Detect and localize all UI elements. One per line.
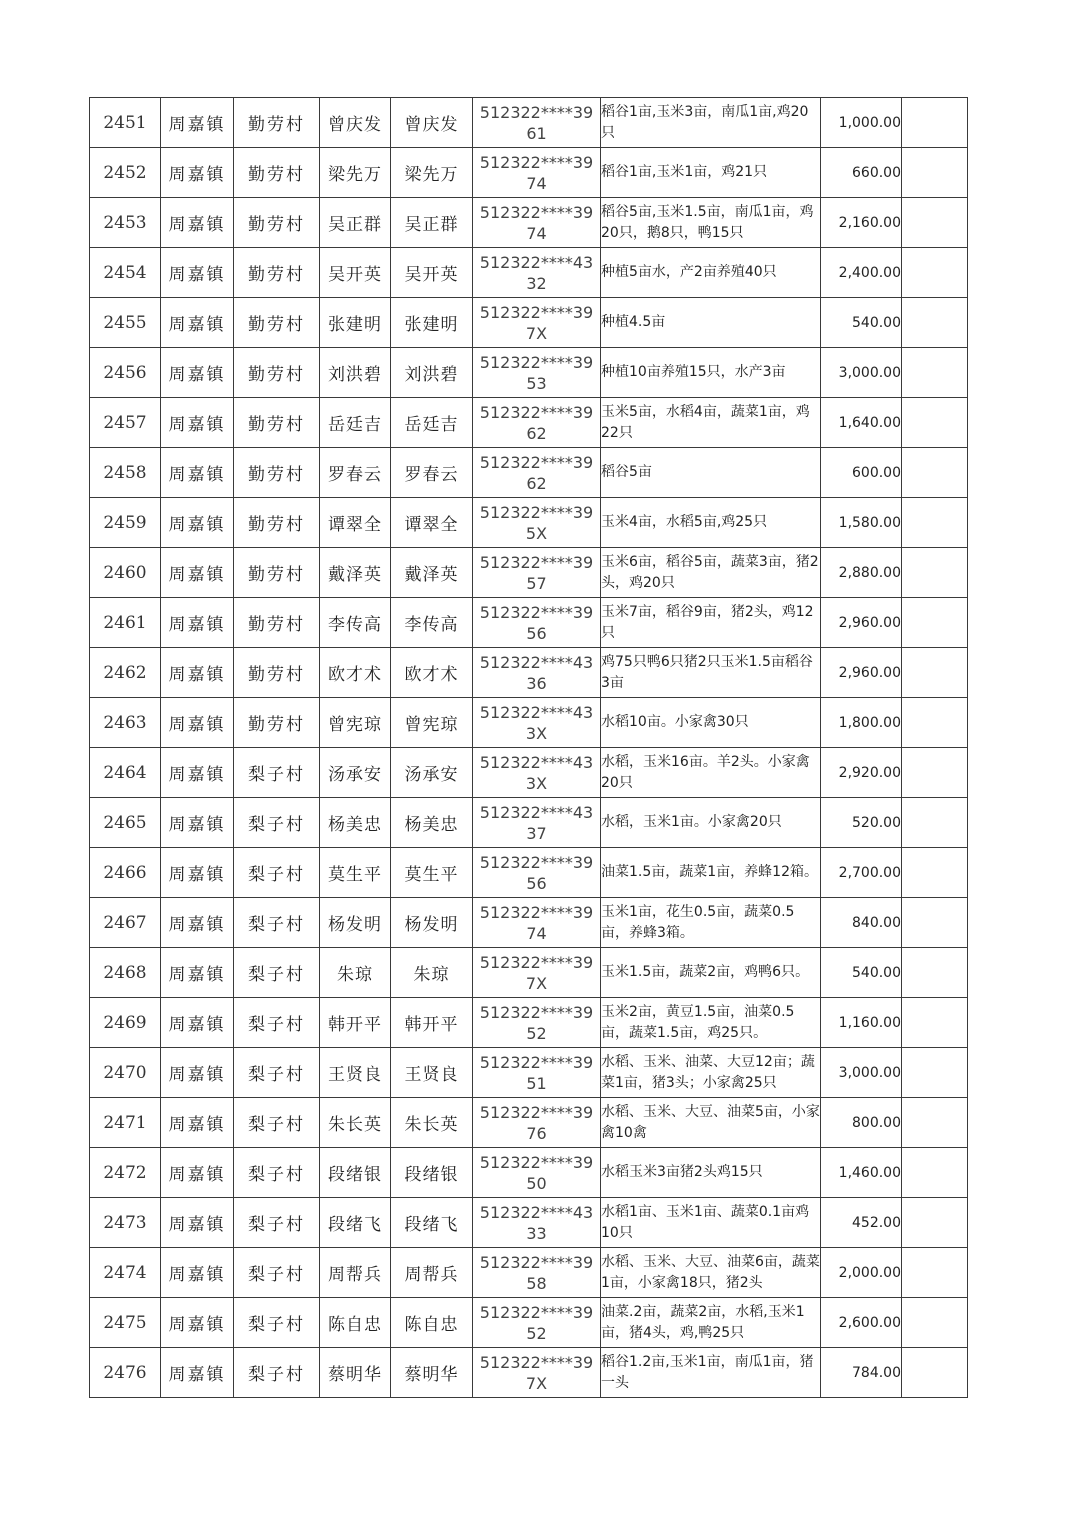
- id-number-text: 512322****4337: [479, 802, 594, 843]
- town-cell: 周嘉镇: [161, 1348, 234, 1398]
- payee-cell: 朱琼: [391, 948, 473, 998]
- description-cell: 水稻玉米3亩猪2头鸡15只: [601, 1148, 821, 1198]
- description-cell: 水稻、玉米、大豆、油菜6亩，蔬菜1亩，小家禽18只，猪2头: [601, 1248, 821, 1298]
- description-cell: 稻谷5亩,玉米1.5亩，南瓜1亩，鸡20只，鹅8只，鸭15只: [601, 198, 821, 248]
- table-row: [90, 648, 968, 698]
- description-cell: 种植10亩养殖15只，水产3亩: [601, 348, 821, 398]
- remark-cell: [902, 1198, 968, 1248]
- amount-cell: 3,000.00: [821, 348, 902, 398]
- town-cell: 周嘉镇: [161, 348, 234, 398]
- name-cell: 刘洪碧: [320, 348, 391, 398]
- id-number-text: 512322****3962: [479, 402, 594, 443]
- remark-cell: [902, 1298, 968, 1348]
- town-cell: 周嘉镇: [161, 798, 234, 848]
- id-number-cell: [473, 1198, 601, 1248]
- name-cell: 朱长英: [320, 1098, 391, 1148]
- amount-cell: 660.00: [821, 148, 902, 198]
- payee-cell: 杨美忠: [391, 798, 473, 848]
- row-number: 2452: [90, 148, 161, 198]
- row-number: 2455: [90, 298, 161, 348]
- id-number-text: 512322****3952: [479, 1302, 594, 1343]
- id-number-cell: [473, 998, 601, 1048]
- amount-cell: 1,800.00: [821, 698, 902, 748]
- village-cell: 梨子村: [234, 1148, 320, 1198]
- id-number-cell: [473, 1148, 601, 1198]
- table-row: [90, 598, 968, 648]
- table-row: [90, 848, 968, 898]
- table-row: [90, 1298, 968, 1348]
- town-cell: 周嘉镇: [161, 548, 234, 598]
- village-cell: 勤劳村: [234, 598, 320, 648]
- id-number-cell: [473, 448, 601, 498]
- amount-cell: 2,920.00: [821, 748, 902, 798]
- name-cell: 杨发明: [320, 898, 391, 948]
- payee-cell: 杨发明: [391, 898, 473, 948]
- remark-cell: [902, 698, 968, 748]
- row-number: 2466: [90, 848, 161, 898]
- remark-cell: [902, 748, 968, 798]
- amount-cell: 2,000.00: [821, 1248, 902, 1298]
- id-number-cell: [473, 1248, 601, 1298]
- id-number-text: 512322****3976: [479, 1102, 594, 1143]
- village-cell: 梨子村: [234, 1198, 320, 1248]
- payee-cell: 梁先万: [391, 148, 473, 198]
- table-row: [90, 698, 968, 748]
- town-cell: 周嘉镇: [161, 248, 234, 298]
- payee-cell: 陈自忠: [391, 1298, 473, 1348]
- name-cell: 王贤良: [320, 1048, 391, 1098]
- id-number-cell: [473, 1348, 601, 1398]
- town-cell: 周嘉镇: [161, 848, 234, 898]
- id-number-text: 512322****3974: [479, 152, 594, 193]
- remark-cell: [902, 648, 968, 698]
- id-number-cell: [473, 698, 601, 748]
- remark-cell: [902, 548, 968, 598]
- description-cell: 稻谷1.2亩,玉米1亩，南瓜1亩，猪一头: [601, 1348, 821, 1398]
- payee-cell: 戴泽英: [391, 548, 473, 598]
- amount-cell: 2,160.00: [821, 198, 902, 248]
- payee-cell: 岳廷吉: [391, 398, 473, 448]
- id-number-cell: [473, 498, 601, 548]
- town-cell: 周嘉镇: [161, 1048, 234, 1098]
- id-number-cell: [473, 748, 601, 798]
- amount-cell: 1,460.00: [821, 1148, 902, 1198]
- id-number-text: 512322****433X: [479, 702, 594, 743]
- amount-cell: 1,640.00: [821, 398, 902, 448]
- amount-cell: 2,400.00: [821, 248, 902, 298]
- amount-cell: 540.00: [821, 948, 902, 998]
- description-cell: 玉米2亩，黄豆1.5亩，油菜0.5亩，蔬菜1.5亩，鸡25只。: [601, 998, 821, 1048]
- name-cell: 杨美忠: [320, 798, 391, 848]
- id-number-text: 512322****4336: [479, 652, 594, 693]
- description-cell: 油菜1.5亩，蔬菜1亩，养蜂12箱。: [601, 848, 821, 898]
- remark-cell: [902, 898, 968, 948]
- table-row: [90, 1248, 968, 1298]
- id-number-cell: [473, 348, 601, 398]
- table-row: [90, 798, 968, 848]
- town-cell: 周嘉镇: [161, 1248, 234, 1298]
- amount-cell: 1,160.00: [821, 998, 902, 1048]
- town-cell: 周嘉镇: [161, 1098, 234, 1148]
- village-cell: 梨子村: [234, 1298, 320, 1348]
- payee-cell: 曾宪琼: [391, 698, 473, 748]
- description-cell: 种植5亩水，产2亩养殖40只: [601, 248, 821, 298]
- town-cell: 周嘉镇: [161, 298, 234, 348]
- payee-cell: 汤承安: [391, 748, 473, 798]
- town-cell: 周嘉镇: [161, 98, 234, 148]
- description-cell: 水稻、玉米、油菜、大豆12亩；蔬菜1亩，猪3头；小家禽25只: [601, 1048, 821, 1098]
- id-number-text: 512322****4332: [479, 252, 594, 293]
- payee-cell: 李传高: [391, 598, 473, 648]
- village-cell: 梨子村: [234, 1098, 320, 1148]
- name-cell: 段绪银: [320, 1148, 391, 1198]
- row-number: 2474: [90, 1248, 161, 1298]
- name-cell: 吴开英: [320, 248, 391, 298]
- id-number-text: 512322****397X: [479, 302, 594, 343]
- remark-cell: [902, 998, 968, 1048]
- town-cell: 周嘉镇: [161, 1148, 234, 1198]
- name-cell: 梁先万: [320, 148, 391, 198]
- id-number-cell: [473, 398, 601, 448]
- name-cell: 周帮兵: [320, 1248, 391, 1298]
- town-cell: 周嘉镇: [161, 448, 234, 498]
- id-number-text: 512322****3974: [479, 902, 594, 943]
- remark-cell: [902, 1248, 968, 1298]
- remark-cell: [902, 198, 968, 248]
- row-number: 2471: [90, 1098, 161, 1148]
- table-row: [90, 1198, 968, 1248]
- amount-cell: 600.00: [821, 448, 902, 498]
- row-number: 2470: [90, 1048, 161, 1098]
- id-number-text: 512322****3958: [479, 1252, 594, 1293]
- name-cell: 李传高: [320, 598, 391, 648]
- remark-cell: [902, 348, 968, 398]
- remark-cell: [902, 1348, 968, 1398]
- description-cell: 稻谷1亩,玉米3亩，南瓜1亩,鸡20只: [601, 98, 821, 148]
- id-number-cell: [473, 1298, 601, 1348]
- payee-cell: 王贤良: [391, 1048, 473, 1098]
- id-number-cell: [473, 248, 601, 298]
- name-cell: 汤承安: [320, 748, 391, 798]
- description-cell: 水稻，玉米1亩。小家禽20只: [601, 798, 821, 848]
- id-number-text: 512322****397X: [479, 1352, 594, 1393]
- amount-cell: 2,600.00: [821, 1298, 902, 1348]
- row-number: 2457: [90, 398, 161, 448]
- payee-cell: 韩开平: [391, 998, 473, 1048]
- row-number: 2459: [90, 498, 161, 548]
- remark-cell: [902, 798, 968, 848]
- town-cell: 周嘉镇: [161, 498, 234, 548]
- description-cell: 玉米1亩，花生0.5亩，蔬菜0.5亩，养蜂3箱。: [601, 898, 821, 948]
- id-number-text: 512322****3961: [479, 102, 594, 143]
- table-row: [90, 348, 968, 398]
- id-number-cell: [473, 898, 601, 948]
- payee-cell: 朱长英: [391, 1098, 473, 1148]
- payee-cell: 张建明: [391, 298, 473, 348]
- remark-cell: [902, 98, 968, 148]
- amount-cell: 800.00: [821, 1098, 902, 1148]
- row-number: 2475: [90, 1298, 161, 1348]
- town-cell: 周嘉镇: [161, 898, 234, 948]
- id-number-text: 512322****4333: [479, 1202, 594, 1243]
- town-cell: 周嘉镇: [161, 198, 234, 248]
- row-number: 2472: [90, 1148, 161, 1198]
- name-cell: 罗春云: [320, 448, 391, 498]
- row-number: 2473: [90, 1198, 161, 1248]
- town-cell: 周嘉镇: [161, 1298, 234, 1348]
- table-row: [90, 1098, 968, 1148]
- village-cell: 勤劳村: [234, 398, 320, 448]
- name-cell: 谭翠全: [320, 498, 391, 548]
- payee-cell: 吴开英: [391, 248, 473, 298]
- payee-cell: 曾庆发: [391, 98, 473, 148]
- payee-cell: 刘洪碧: [391, 348, 473, 398]
- name-cell: 张建明: [320, 298, 391, 348]
- payee-cell: 蔡明华: [391, 1348, 473, 1398]
- description-cell: 水稻10亩。小家禽30只: [601, 698, 821, 748]
- town-cell: 周嘉镇: [161, 948, 234, 998]
- amount-cell: 2,880.00: [821, 548, 902, 598]
- id-number-cell: [473, 198, 601, 248]
- id-number-cell: [473, 648, 601, 698]
- name-cell: 曾宪琼: [320, 698, 391, 748]
- description-cell: 稻谷5亩: [601, 448, 821, 498]
- table-row: [90, 498, 968, 548]
- id-number-text: 512322****3952: [479, 1002, 594, 1043]
- amount-cell: 2,700.00: [821, 848, 902, 898]
- row-number: 2451: [90, 98, 161, 148]
- town-cell: 周嘉镇: [161, 648, 234, 698]
- description-cell: 水稻、玉米、大豆、油菜5亩，小家禽10禽: [601, 1098, 821, 1148]
- table-row: [90, 398, 968, 448]
- remark-cell: [902, 398, 968, 448]
- remark-cell: [902, 598, 968, 648]
- name-cell: 陈自忠: [320, 1298, 391, 1348]
- village-cell: 梨子村: [234, 898, 320, 948]
- id-number-cell: [473, 298, 601, 348]
- town-cell: 周嘉镇: [161, 598, 234, 648]
- id-number-text: 512322****395X: [479, 502, 594, 543]
- description-cell: 玉米4亩，水稻5亩,鸡25只: [601, 498, 821, 548]
- amount-cell: 1,000.00: [821, 98, 902, 148]
- amount-cell: 3,000.00: [821, 1048, 902, 1098]
- table-row: [90, 448, 968, 498]
- table-row: [90, 948, 968, 998]
- amount-cell: 520.00: [821, 798, 902, 848]
- id-number-text: 512322****3956: [479, 602, 594, 643]
- payee-cell: 周帮兵: [391, 1248, 473, 1298]
- description-cell: 玉米6亩，稻谷5亩，蔬菜3亩，猪2头，鸡20只: [601, 548, 821, 598]
- town-cell: 周嘉镇: [161, 1198, 234, 1248]
- row-number: 2453: [90, 198, 161, 248]
- table-row: [90, 1148, 968, 1198]
- row-number: 2469: [90, 998, 161, 1048]
- name-cell: 段绪飞: [320, 1198, 391, 1248]
- name-cell: 戴泽英: [320, 548, 391, 598]
- payee-cell: 段绪银: [391, 1148, 473, 1198]
- id-number-text: 512322****3956: [479, 852, 594, 893]
- description-cell: 鸡75只鸭6只猪2只玉米1.5亩稻谷3亩: [601, 648, 821, 698]
- town-cell: 周嘉镇: [161, 748, 234, 798]
- row-number: 2461: [90, 598, 161, 648]
- village-cell: 梨子村: [234, 1348, 320, 1398]
- description-cell: 种植4.5亩: [601, 298, 821, 348]
- description-cell: 玉米7亩，稻谷9亩，猪2头，鸡12只: [601, 598, 821, 648]
- village-cell: 勤劳村: [234, 148, 320, 198]
- table-body: [90, 98, 968, 1398]
- table-row: [90, 548, 968, 598]
- remark-cell: [902, 948, 968, 998]
- remark-cell: [902, 148, 968, 198]
- village-cell: 梨子村: [234, 1048, 320, 1098]
- village-cell: 梨子村: [234, 998, 320, 1048]
- amount-cell: 784.00: [821, 1348, 902, 1398]
- row-number: 2456: [90, 348, 161, 398]
- row-number: 2476: [90, 1348, 161, 1398]
- id-number-cell: [473, 798, 601, 848]
- id-number-cell: [473, 598, 601, 648]
- village-cell: 勤劳村: [234, 98, 320, 148]
- id-number-cell: [473, 1098, 601, 1148]
- id-number-text: 512322****397X: [479, 952, 594, 993]
- table-row: [90, 748, 968, 798]
- name-cell: 韩开平: [320, 998, 391, 1048]
- payee-cell: 莫生平: [391, 848, 473, 898]
- description-cell: 油菜.2亩，蔬菜2亩，水稻,玉米1亩，猪4头，鸡,鸭25只: [601, 1298, 821, 1348]
- village-cell: 勤劳村: [234, 648, 320, 698]
- amount-cell: 840.00: [821, 898, 902, 948]
- table-row: [90, 998, 968, 1048]
- description-cell: 水稻1亩、玉米1亩、蔬菜0.1亩鸡10只: [601, 1198, 821, 1248]
- payee-cell: 谭翠全: [391, 498, 473, 548]
- row-number: 2464: [90, 748, 161, 798]
- village-cell: 勤劳村: [234, 498, 320, 548]
- payee-cell: 罗春云: [391, 448, 473, 498]
- table-row: [90, 148, 968, 198]
- row-number: 2458: [90, 448, 161, 498]
- remark-cell: [902, 1148, 968, 1198]
- description-cell: 水稻，玉米16亩。羊2头。小家禽20只: [601, 748, 821, 798]
- payee-cell: 吴正群: [391, 198, 473, 248]
- remark-cell: [902, 498, 968, 548]
- village-cell: 勤劳村: [234, 248, 320, 298]
- town-cell: 周嘉镇: [161, 398, 234, 448]
- remark-cell: [902, 1048, 968, 1098]
- description-cell: 玉米5亩，水稻4亩，蔬菜1亩，鸡22只: [601, 398, 821, 448]
- amount-cell: 1,580.00: [821, 498, 902, 548]
- village-cell: 梨子村: [234, 748, 320, 798]
- remark-cell: [902, 248, 968, 298]
- village-cell: 勤劳村: [234, 698, 320, 748]
- name-cell: 莫生平: [320, 848, 391, 898]
- remark-cell: [902, 298, 968, 348]
- name-cell: 岳廷吉: [320, 398, 391, 448]
- amount-cell: 452.00: [821, 1198, 902, 1248]
- village-cell: 勤劳村: [234, 198, 320, 248]
- row-number: 2465: [90, 798, 161, 848]
- town-cell: 周嘉镇: [161, 698, 234, 748]
- village-cell: 梨子村: [234, 798, 320, 848]
- id-number-text: 512322****433X: [479, 752, 594, 793]
- description-cell: 稻谷1亩,玉米1亩，鸡21只: [601, 148, 821, 198]
- village-cell: 梨子村: [234, 948, 320, 998]
- village-cell: 勤劳村: [234, 298, 320, 348]
- name-cell: 蔡明华: [320, 1348, 391, 1398]
- amount-cell: 2,960.00: [821, 648, 902, 698]
- remark-cell: [902, 1098, 968, 1148]
- row-number: 2460: [90, 548, 161, 598]
- row-number: 2467: [90, 898, 161, 948]
- id-number-text: 512322****3953: [479, 352, 594, 393]
- description-cell: 玉米1.5亩，蔬菜2亩，鸡鸭6只。: [601, 948, 821, 998]
- village-cell: 勤劳村: [234, 348, 320, 398]
- name-cell: 欧才术: [320, 648, 391, 698]
- table-row: [90, 298, 968, 348]
- table-row: [90, 248, 968, 298]
- amount-cell: 2,960.00: [821, 598, 902, 648]
- id-number-cell: [473, 848, 601, 898]
- id-number-text: 512322****3962: [479, 452, 594, 493]
- id-number-text: 512322****3957: [479, 552, 594, 593]
- name-cell: 曾庆发: [320, 98, 391, 148]
- row-number: 2454: [90, 248, 161, 298]
- village-cell: 勤劳村: [234, 448, 320, 498]
- subsidy-table: [89, 97, 968, 1398]
- id-number-cell: [473, 948, 601, 998]
- row-number: 2463: [90, 698, 161, 748]
- table-row: [90, 1348, 968, 1398]
- table-row: [90, 98, 968, 148]
- town-cell: 周嘉镇: [161, 998, 234, 1048]
- id-number-cell: [473, 548, 601, 598]
- name-cell: 朱琼: [320, 948, 391, 998]
- table-row: [90, 198, 968, 248]
- payee-cell: 段绪飞: [391, 1198, 473, 1248]
- remark-cell: [902, 448, 968, 498]
- id-number-cell: [473, 148, 601, 198]
- row-number: 2468: [90, 948, 161, 998]
- village-cell: 梨子村: [234, 1248, 320, 1298]
- id-number-cell: [473, 98, 601, 148]
- village-cell: 勤劳村: [234, 548, 320, 598]
- town-cell: 周嘉镇: [161, 148, 234, 198]
- id-number-text: 512322****3950: [479, 1152, 594, 1193]
- id-number-text: 512322****3951: [479, 1052, 594, 1093]
- name-cell: 吴正群: [320, 198, 391, 248]
- id-number-cell: [473, 1048, 601, 1098]
- remark-cell: [902, 848, 968, 898]
- amount-cell: 540.00: [821, 298, 902, 348]
- payee-cell: 欧才术: [391, 648, 473, 698]
- row-number: 2462: [90, 648, 161, 698]
- village-cell: 梨子村: [234, 848, 320, 898]
- table-row: [90, 1048, 968, 1098]
- id-number-text: 512322****3974: [479, 202, 594, 243]
- table-row: [90, 898, 968, 948]
